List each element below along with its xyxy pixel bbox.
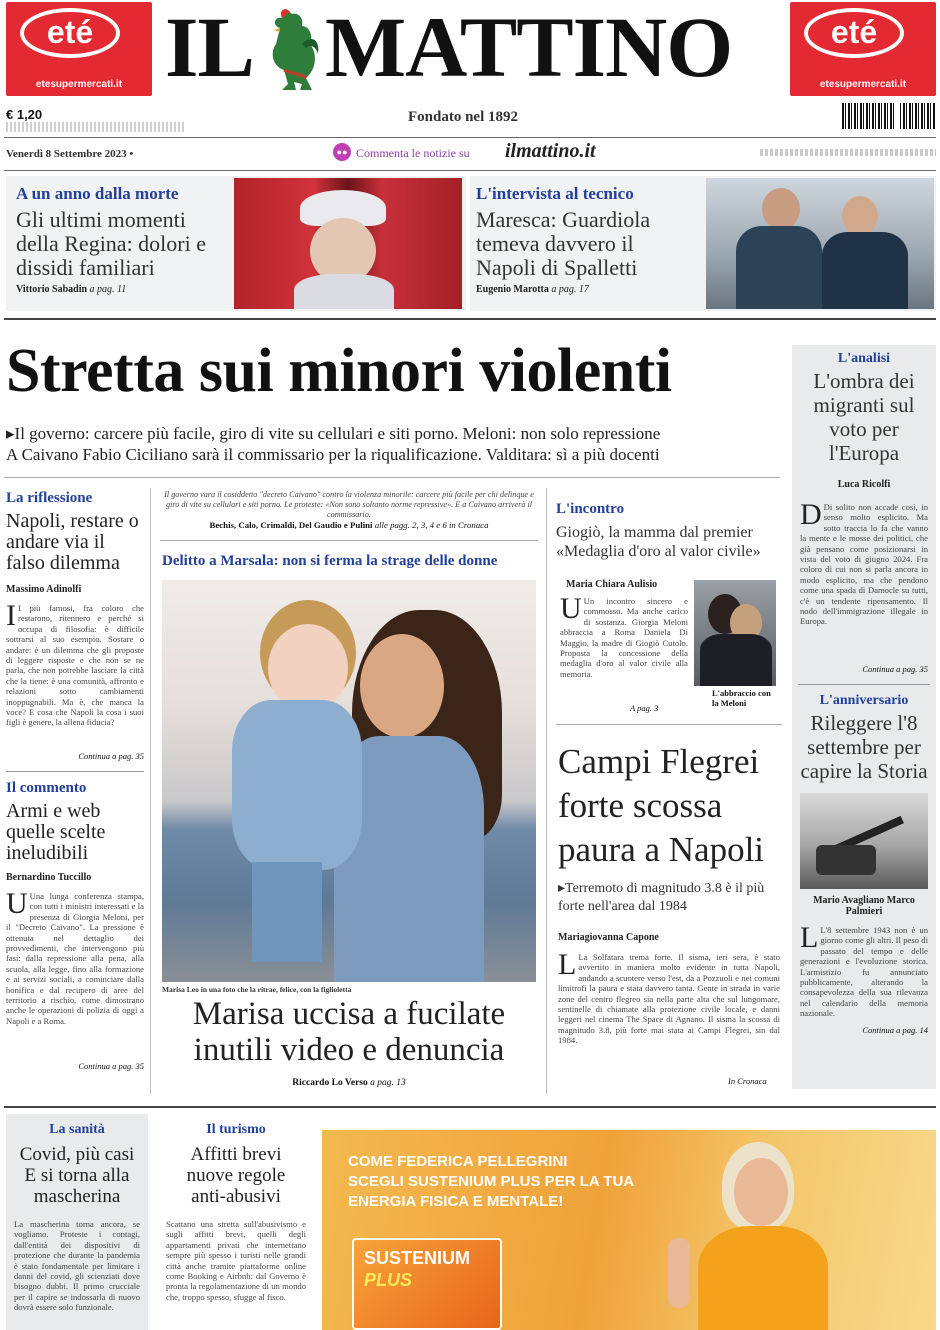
- continue-link[interactable]: Continua a pag. 14: [862, 1025, 928, 1035]
- barcode-addon: [900, 103, 936, 129]
- quake-subhead: ▸Terremoto di magnitudo 3.8 è il più forte nell'area dal 1984: [558, 881, 765, 914]
- ete-ad-left[interactable]: [6, 2, 152, 96]
- article-byline: Maria Chiara Aulisio: [566, 579, 658, 590]
- photo-caption: Marisa Leo in una foto che la ritrae, felice, con la figlioletta: [162, 985, 352, 994]
- sidebar-body: D Di solito non accade così, in senso molto esplicito. Ma sotto traccia lo fa che vanno la mente e le mosse dei politici, che già pensano come posizionarsi in vista del voto di giugno 2024. Fra coloro di cui non si parla ancora in modo esplicito, ma che pendono come una spada di Damocle su tutti, c'è un tendente ripensamento. Il nodo dell'immigrazione illegale in Europa.: [800, 502, 928, 627]
- ete-ad-right[interactable]: [790, 2, 936, 96]
- queen-photo: [234, 178, 462, 309]
- teaser-byline: Eugenio Marotta a pag. 17: [476, 284, 589, 295]
- continue-link[interactable]: A pag. 3: [630, 703, 659, 713]
- article-body: U Una lunga conferenza stampa, con tutti i ministri interessati e la presenza di Giorgia Meloni, per il "Decreto Caivano". La pressione è ottenuta nel dettaglio dei provvedimenti, che intervengono più fasi: dalla repressione alla pena, alla scuola, alla legge, fino alla formazione e ai servizi sociali, a cominciare dalla bonifica e dal recupero di aree del territorio a rischio, come dimostrano anche le operazioni di polizia di oggi a Napoli e a Roma.: [6, 891, 144, 1026]
- article-byline: Massimo Adinolfi: [6, 584, 82, 595]
- article-title[interactable]: Affitti brevi nuove regole anti-abusivi: [186, 1144, 286, 1207]
- article-title[interactable]: Armi e web quelle scelte ineludibili: [6, 800, 106, 864]
- section-kicker: Il turismo: [206, 1122, 266, 1137]
- teaser-byline: Vittorio Sabadin a pag. 11: [16, 284, 127, 295]
- sidebar: [792, 345, 936, 1089]
- sustenium-ad[interactable]: [322, 1130, 936, 1330]
- continue-link[interactable]: In Cronaca: [728, 1076, 767, 1086]
- article-body: La mascherina torna ancora, se vogliamo. Proteste i contagi, dall'entità dei dispositivi di protezione che durante la pandemia è stato fondamentale per limitare i danni del covid, gli scienziati dove bisogno dubbi. Il primo crucciale per il capire se indossarla di nuovo dovrà essere solo funzionale.: [14, 1219, 140, 1313]
- teaser-kicker: L'intervista al tecnico: [476, 184, 634, 203]
- barcode: [842, 103, 896, 129]
- section-kicker: L'incontro: [556, 501, 625, 517]
- masthead-left: IL: [165, 0, 254, 95]
- sidebar-title[interactable]: L'ombra dei migranti sul voto per l'Europa: [813, 369, 915, 465]
- left-column: [6, 490, 144, 1071]
- teaser-title: Maresca: Guardiola temeva davvero il Napoli di Spalletti: [476, 207, 651, 280]
- marisa-photo: [162, 580, 536, 982]
- ete-url: etesupermercati.it: [819, 79, 907, 90]
- marisa-headline[interactable]: Marisa uccisa a fucilate inutili video e denuncia: [192, 996, 506, 1068]
- ete-logo: eté: [804, 8, 904, 58]
- article-title[interactable]: Giogiò, la mamma dal premier «Medaglia d'oro al valor civile»: [556, 524, 761, 560]
- comment-icon: ●●: [333, 143, 351, 161]
- article-body: Scattano una stretta sull'abusivismo e sugli affitti brevi, quelli degli appartamenti privati che internettano sempre più spesso i turisti nelle grandi città anche tramite piattaforme online come Booking e Airbnb: dal Governo è pronta la regolamentazione di un mondo che, troppo spesso, sfugge al fisco.: [166, 1219, 306, 1302]
- sidebar-kicker: L'anniversario: [819, 693, 909, 708]
- continue-link[interactable]: Continua a pag. 35: [78, 1061, 144, 1071]
- decree-summary: Il governo vara il cosiddetto "decreto Caivano" contro la violenza minorile: carcere più facile per chi delinque e giro di vite su cellulari e siti porno. Le proteste: «Non sono soltanto norme repressive». E a Caivano arriverà il commissario.: [164, 490, 534, 519]
- teaser-title: Gli ultimi momenti della Regina: dolori e dissidi familiari: [16, 207, 206, 280]
- issue-date: Venerdì 8 Settembre 2023 •: [6, 148, 134, 160]
- sidebar-byline: Mario Avagliano Marco Palmieri: [813, 895, 915, 917]
- model-face: [734, 1158, 788, 1226]
- right-column: [556, 501, 782, 561]
- continue-link[interactable]: Continua a pag. 35: [862, 664, 928, 674]
- article-byline: Mariagiovanna Capone: [558, 932, 659, 943]
- article-byline: Bernardino Tuccillo: [6, 872, 92, 883]
- masthead-right: MATTINO: [325, 0, 733, 95]
- main-subheads: ▸Il governo: carcere più facile, giro di vite su cellulari e siti porno. Meloni: non solo repressione A Caivano Fabio Ciciliano sarà il commissario per la riqualificazione. Valditara: sì a più docenti: [6, 424, 661, 464]
- continue-link[interactable]: Continua a pag. 35: [78, 751, 144, 761]
- teaser-queen[interactable]: [6, 176, 466, 311]
- decree-authors: Bechis, Calo, Crimaldi, Del Gaudio e Pulini alle pagg. 2, 3, 4 e 6 in Cronaca: [209, 520, 489, 531]
- tourism-box: [162, 1114, 310, 1330]
- arrow-icon: ▸: [6, 424, 15, 443]
- sidebar-body: L L'8 settembre 1943 non è un giorno come gli altri. Il peso di passato del tempo e delle generazioni e l'evoluzione storica. L'armistizio fu annunciato pubblicamente, alterando la consapevolezza della sua rilevanza nel calendario della memoria nazionale.: [800, 925, 928, 1019]
- arrow-icon: ▸: [558, 881, 566, 896]
- ete-url: etesupermercati.it: [35, 79, 123, 90]
- sidebar-byline: Luca Ricolfi: [837, 479, 891, 490]
- photo-caption: L'abbraccio con la Meloni: [712, 688, 771, 708]
- article-title[interactable]: Napoli, restare o andare via il falso dilemma: [6, 510, 139, 574]
- model-body: [698, 1226, 828, 1330]
- sidebar-title[interactable]: Rileggere l'8 settembre per capire la Storia: [800, 711, 928, 783]
- meloni-photo: [694, 580, 776, 686]
- sidebar-kicker: L'analisi: [837, 351, 891, 366]
- marsala-kicker: Delitto a Marsala: non si ferma la strage delle donne: [162, 553, 498, 569]
- teaser-kicker: A un anno dalla morte: [16, 184, 179, 203]
- article-body: L La Solfatara trema forte. Il sisma, ieri sera, è stato avvertito in maniera molto evidente in tutta Napoli, andando a scuotere verso l'est, da a Pozzuoli e nei comuni limitrofi la paura e stata davvero tanta. Gente in strada in varie zone del centro flegreo sia nella parte alta che sul lungomare, sentinelle di chiamate alla protezione civile locale, e danni leggeri nel cinema The Space di Agnano. Il sisma la scossa di magnitudo 3.8, più forte mai stata ai Campi Flegrei, sin dal 1984.: [558, 952, 780, 1046]
- section-kicker: Il commento: [6, 780, 87, 796]
- victory-hand: [668, 1238, 690, 1308]
- article-title[interactable]: Covid, più casi E si torna alla mascherina: [19, 1144, 135, 1207]
- promo-text: Commenta le notizie su: [356, 146, 470, 160]
- teaser-maresca[interactable]: [470, 176, 936, 311]
- product-box: SUSTENIUM PLUS: [352, 1238, 502, 1330]
- maresca-photo: [706, 178, 934, 309]
- covid-box: [6, 1114, 148, 1330]
- main-headline[interactable]: Stretta sui minori violenti: [6, 337, 672, 405]
- postal-info: [6, 122, 186, 132]
- edition-info: [760, 149, 936, 156]
- cannon-photo: [800, 793, 928, 889]
- founded: Fondato nel 1892: [408, 109, 519, 125]
- article-body: U Un incontro sincero e commosso. Ma anche carico di sostanza. Giorgia Meloni abbraccia a Roma Daniela Di Maggio, la madre di Giogiò Cutolo. Proposta la concessione della medaglia d'oro al valor civile alla memoria.: [560, 596, 688, 679]
- price: € 1,20: [6, 107, 43, 122]
- article-body: I I più famosi, fra coloro che restarono, ritennero e perché si occupa di filosofia: è difficile sottrarsi al suo esempio. Sostare o andare: è un dilemma che gli proposte di leggere risposte e che non se ne parla, che non potrebbe lasciare la città che la tiene: è una comunità, affronto e relazioni sotto cambiamenti inoppugnabili. Ma è, che manca la voce? E cosa che Napoli la cosa i suoi figli è genere, la allena fiducia?: [6, 603, 144, 728]
- quake-headline[interactable]: Campi Flegrei forte scossa paura a Napoli: [558, 742, 765, 869]
- rooster-logo: [262, 4, 324, 92]
- section-kicker: La sanità: [49, 1122, 105, 1137]
- marisa-byline: Riccardo Lo Verso a pag. 13: [292, 1078, 406, 1088]
- ad-copy: COME FEDERICA PELLEGRINI SCEGLI SUSTENIUM PLUS PER LA TUA ENERGIA FISICA E MENTALE!: [348, 1153, 635, 1210]
- promo-site[interactable]: ilmattino.it: [505, 140, 596, 162]
- decree-box: [160, 490, 538, 530]
- ete-logo: eté: [20, 8, 120, 58]
- section-kicker: La riflessione: [6, 490, 93, 506]
